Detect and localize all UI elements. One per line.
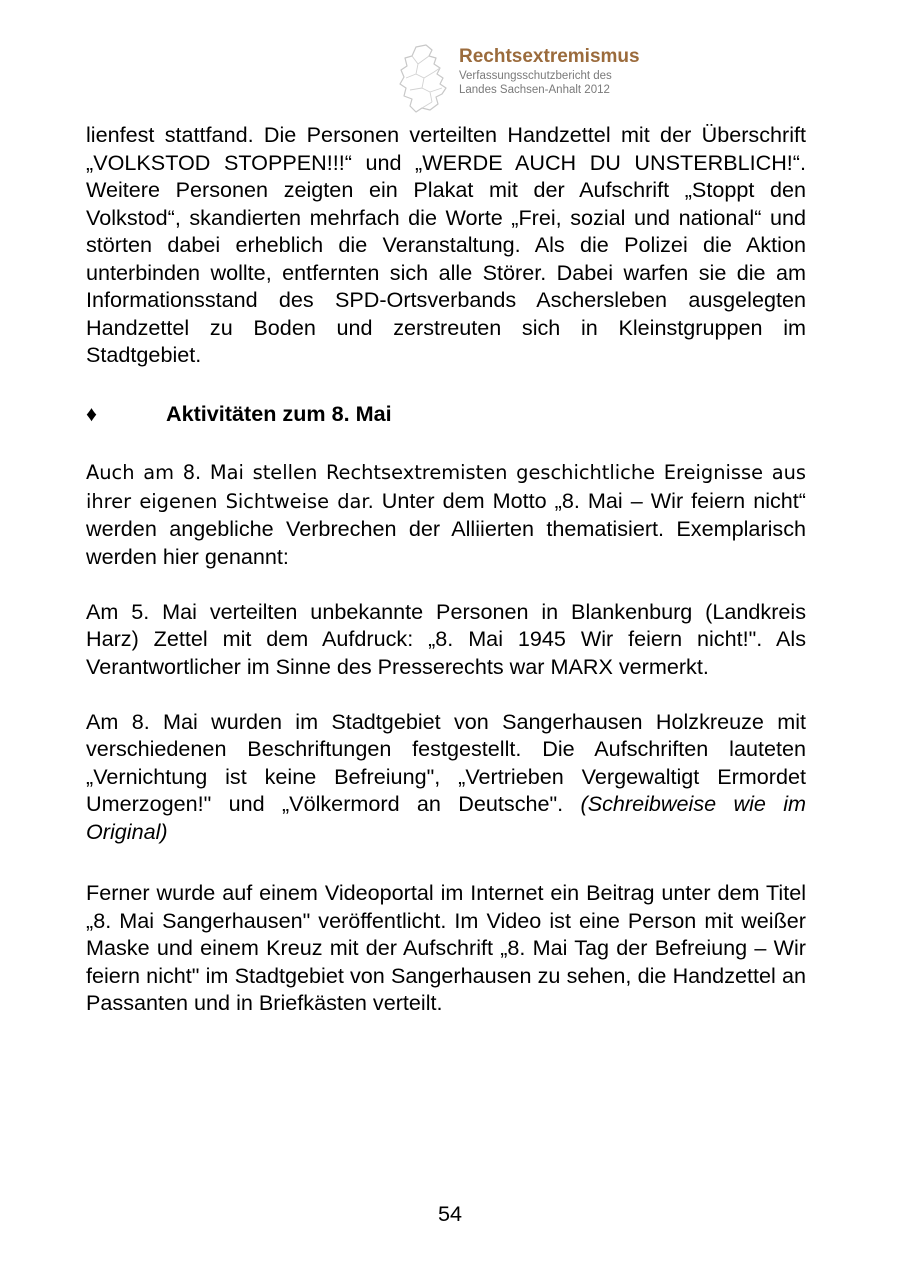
page-header	[396, 42, 696, 114]
paragraph-2-part-b: Unter dem Motto „8. Mai – Wir feiern nicht“ werden angebliche Verbrechen der Alliierten thematisiert. Exemplarisch werden hier genannt:	[86, 487, 806, 569]
diamond-bullet-icon: ♦	[86, 400, 98, 426]
paragraph-4	[86, 708, 806, 846]
paragraph-4-text: Am 8. Mai wurden im Stadtgebiet von Sangerhausen Holzkreuze mit verschiedenen Beschriftungen festgestellt. Die Aufschriften lauteten „Vernichtung ist keine Befreiung", „Vertrieben Vergewaltigt Ermordet Umerzogen!" und „Völkermord an Deutsche".	[86, 708, 806, 816]
page-number: 54	[437, 1201, 463, 1226]
paragraph-5: Ferner wurde auf einem Videoportal im Internet ein Beitrag unter dem Titel „8. Mai Sangerhausen" veröffentlicht. Im Video ist eine Person mit weißer Maske und einem Kreuz mit der Aufschrift „8. Mai Tag der Befreiung – Wir feiern nicht" im Stadtgebiet von Sangerhausen zu sehen, die Handzettel an Passanten und in Briefkästen verteilt.	[86, 880, 806, 1015]
sachsen-anhalt-map-outline-icon	[396, 44, 458, 114]
paragraph-3: Am 5. Mai verteilten unbekannte Personen in Blankenburg (Landkreis Harz) Zettel mit dem Aufdruck: „8. Mai 1945 Wir feiern nicht!". Als Verantwortlicher im Sinne des Presserechts war MARX vermerkt.	[86, 598, 806, 679]
body-text	[86, 121, 806, 1017]
paragraph-2-part-a: Auch am 8. Mai stellen Rechtsextremisten geschichtliche Ereignisse aus ihrer eigenen Sichtweise dar.	[86, 461, 806, 513]
header-subtitle-line2: Landes Sachsen-Anhalt 2012	[459, 84, 610, 96]
paragraph-1: lienfest stattfand. Die Personen verteilten Handzettel mit der Überschrift „VOLKSTOD STOPPEN!!!“ und „WERDE AUCH DU UNSTERBLICH!“. Weitere Personen zeigten ein Plakat mit der Aufschrift „Stoppt den Volkstod“, skandierten mehrfach die Worte „Frei, sozial und national“ und störten dabei erheblich die Veranstaltung. Als die Polizei die Aktion unterbinden wollte, entfernten sich alle Störer. Dabei warfen sie die am Informationsstand des SPD-Ortsverbands Aschersleben ausgelegten Handzettel zu Boden und zerstreuten sich in Kleinstgruppen im Stadtgebiet.	[86, 122, 806, 367]
paragraph-4-note: (Schreibweise wie im Original)	[86, 791, 806, 844]
paragraph-2	[86, 458, 806, 570]
section-heading-text: Aktivitäten zum 8. Mai	[166, 400, 392, 426]
section-heading	[86, 400, 806, 428]
header-title: Rechtsextremismus	[459, 46, 640, 67]
header-subtitle-line1: Verfassungsschutzbericht des	[459, 70, 612, 82]
